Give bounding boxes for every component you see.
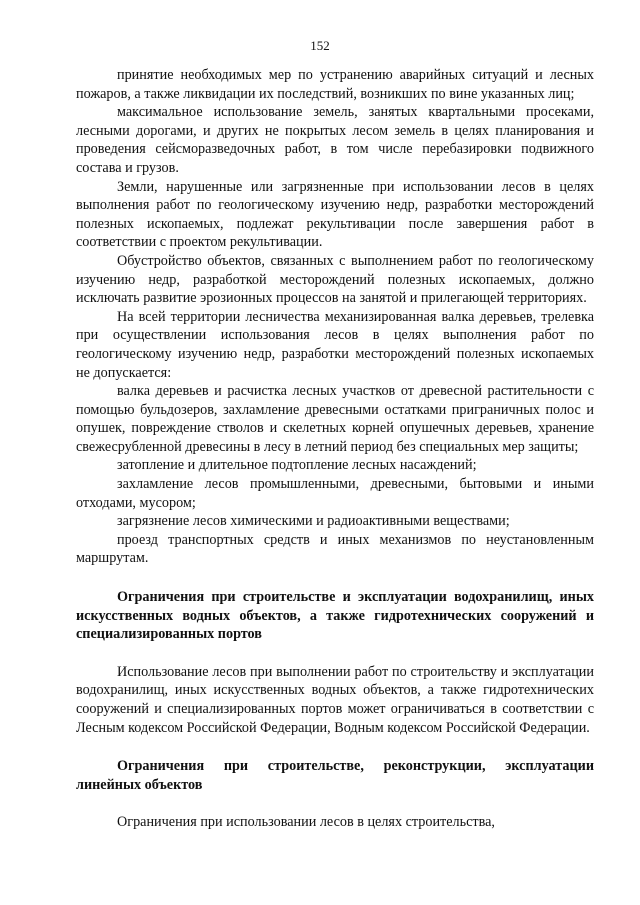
page-number: 152 xyxy=(310,38,330,53)
paragraph: максимальное использование земель, занятых квартальными просеками, лесными дорогами, и других не покрытых лесом земель в целях планирования и проведения сейсморазведочных работ, в том числе перебазировки подвижного состава и грузов. xyxy=(76,104,594,176)
paragraph: принятие необходимых мер по устранению аварийных ситуаций и лесных пожаров, а также ликвидации их последствий, возникших по вине указанных лиц; xyxy=(76,67,594,102)
paragraph: загрязнение лесов химическими и радиоактивными веществами; xyxy=(117,513,510,530)
paragraph: валка деревьев и расчистка лесных участков от древесной растительности с помощью бульдозеров, захламление древесными остатками приграничных полос и опушек, повреждение стволов и скелетных корней опушечных деревьев, хранение свежесрубленной древесины в лесу в летний период без специальных мер защиты; xyxy=(76,383,594,455)
paragraph: На всей территории лесничества механизированная валка деревьев, трелевка при осуществлении использования лесов в целях выполнения работ по геологическому изучению недр, разработки месторождений полезных ископаемых не допускается: xyxy=(76,308,594,381)
paragraph: Использование лесов при выполнении работ по строительству и эксплуатации водохранилищ, иных искусственных водных объектов, а также гидротехнических сооружений и специализированных портов может ограничиваться в соответствии с Лесным кодексом Российской Федерации, Водным кодексом Российской Федерации. xyxy=(76,663,594,736)
paragraph: Ограничения при использовании лесов в целях строительства, xyxy=(117,814,495,831)
paragraph: проезд транспортных средств и иных механизмов по неустановленным маршрутам. xyxy=(76,531,594,567)
section-heading: Ограничения при строительстве и эксплуатации водохранилищ, иных искусственных водных объектов, а также гидротехнических сооружений и специализированных портов xyxy=(76,589,594,643)
paragraph: Земли, нарушенные или загрязненные при использовании лесов в целях выполнения работ по геологическому изучению недр, разработки месторождений полезных ископаемых, подлежат рекультивации после завершения работ в соответствии с проектом рекультивации. xyxy=(76,178,594,251)
paragraph: Обустройство объектов, связанных с выполнением работ по геологическому изучению недр, разработкой месторождений полезных ископаемых, должно исключать развитие эрозионных процессов на занятой и прилегающей территориях. xyxy=(76,252,594,307)
paragraph: затопление и длительное подтопление лесных насаждений; xyxy=(117,457,477,474)
paragraph: захламление лесов промышленными, древесными, бытовыми и иными отходами, мусором; xyxy=(76,476,594,511)
document-body xyxy=(76,66,594,832)
section-heading: Ограничения при строительстве, реконструкции, эксплуатации линейных объектов xyxy=(76,758,594,793)
